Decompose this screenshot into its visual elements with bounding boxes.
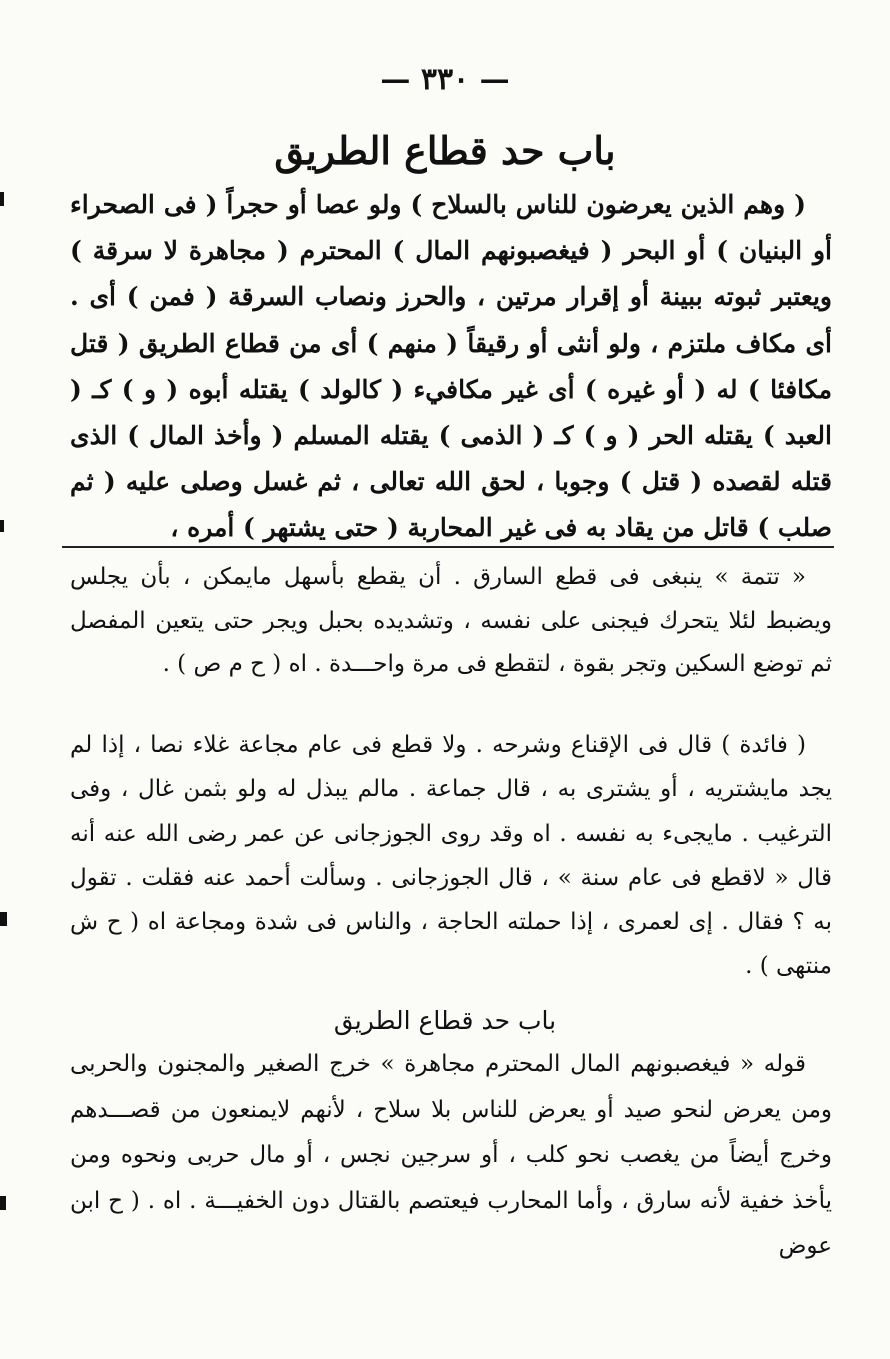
qawluh-paragraph: قوله « فيغصبونهم المال المحترم مجاهرة » خرج الصغير والمجنون والحربى ومن يعرض لنحو صيد أو يعرض للناس بلا سلاح ، لأنهم لايمنعون من قصـــدهم وخرج أيضاً من يغصب نحو كلب ، أو سرجين نجس ، أو مال حربى ونحوه ومن يأخذ خفية لأنه سارق ، وأما المحارب فيعتصم بالقتال دون الخفيـــة . اه . ( ح ابن عوض	[70, 1051, 832, 1259]
footnote-faida	[70, 723, 832, 989]
faida-paragraph: ( فائدة ) قال فى الإقناع وشرحه . ولا قطع فى عام مجاعة غلاء نصا ، إذا لم يجد مايشتريه ، أو يشترى به ، قال جماعة . مالم يبذل له ولو بثمن غال ، وفى الترغيب . مايجىء به نفسه . اه وقد روى الجوزجانى عن عمر رضى الله عنه أنه قال « لاقطع فى عام سنة » ، قال الجوزجانى . وسألت أحمد عنه فقلت . تقول به ؟ فقال . إى لعمرى ، إذا حملته الحاجة ، والناس فى شدة ومجاعة اه ( ح ش منتهى ) .	[70, 732, 832, 980]
footnote-qawluh	[70, 1042, 832, 1270]
scan-mark	[0, 520, 4, 532]
section-subheading: باب حد قطاع الطريق	[333, 1006, 557, 1035]
scan-mark	[0, 1196, 6, 1210]
main-paragraph: ( وهم الذين يعرضون للناس بالسلاح ) ولو عصا أو حجراً ( فى الصحراء أو البنيان ) أو البحر ( فيغصبونهم المال ) المحترم ( مجاهرة لا سرقة ) ويعتبر ثبوته ببينة أو إقرار مرتين ، والحرز ونصاب السرقة ( فمن ) أى . أى مكاف ملتزم ، ولو أنثى أو رقيقاً ( منهم ) أى من قطاع الطريق ( قتل مكافئا ) له ( أو غيره ) أى غير مكافيء ( كالولد ) يقتله أبوه ( و ) كـ ( العبد ) يقتله الحر ( و ) كـ ( الذمى ) يقتله المسلم ( وأخذ المال ) الذى قتله لقصده ( قتل ) وجوبا ، لحق الله تعالى ، ثم غسل وصلى عليه ( ثم صلب ) قاتل من يقاد به فى غير المحاربة ( حتى يشتهر ) أمره ،	[70, 190, 832, 543]
tatimma-paragraph: « تتمة » ينبغى فى قطع السارق . أن يقطع بأسهل مايمكن ، بأن يجلس ويضبط لئلا يتحرك فيجنى على نفسه ، وتشديده بحبل ويجر حتى يتعين المفصل ثم توضع السكين وتجر بقوة ، لتقطع فى مرة واحـــدة . اه ( ح م ص ) .	[70, 564, 832, 677]
page-number: — ٣٣٠ —	[380, 62, 510, 97]
footnote-divider	[62, 546, 834, 548]
scan-mark	[0, 192, 4, 206]
chapter-title: باب حد قطاع الطريق	[274, 128, 616, 173]
footnote-tatimma	[70, 556, 832, 687]
scan-mark	[0, 912, 7, 926]
main-text-block	[70, 182, 832, 552]
